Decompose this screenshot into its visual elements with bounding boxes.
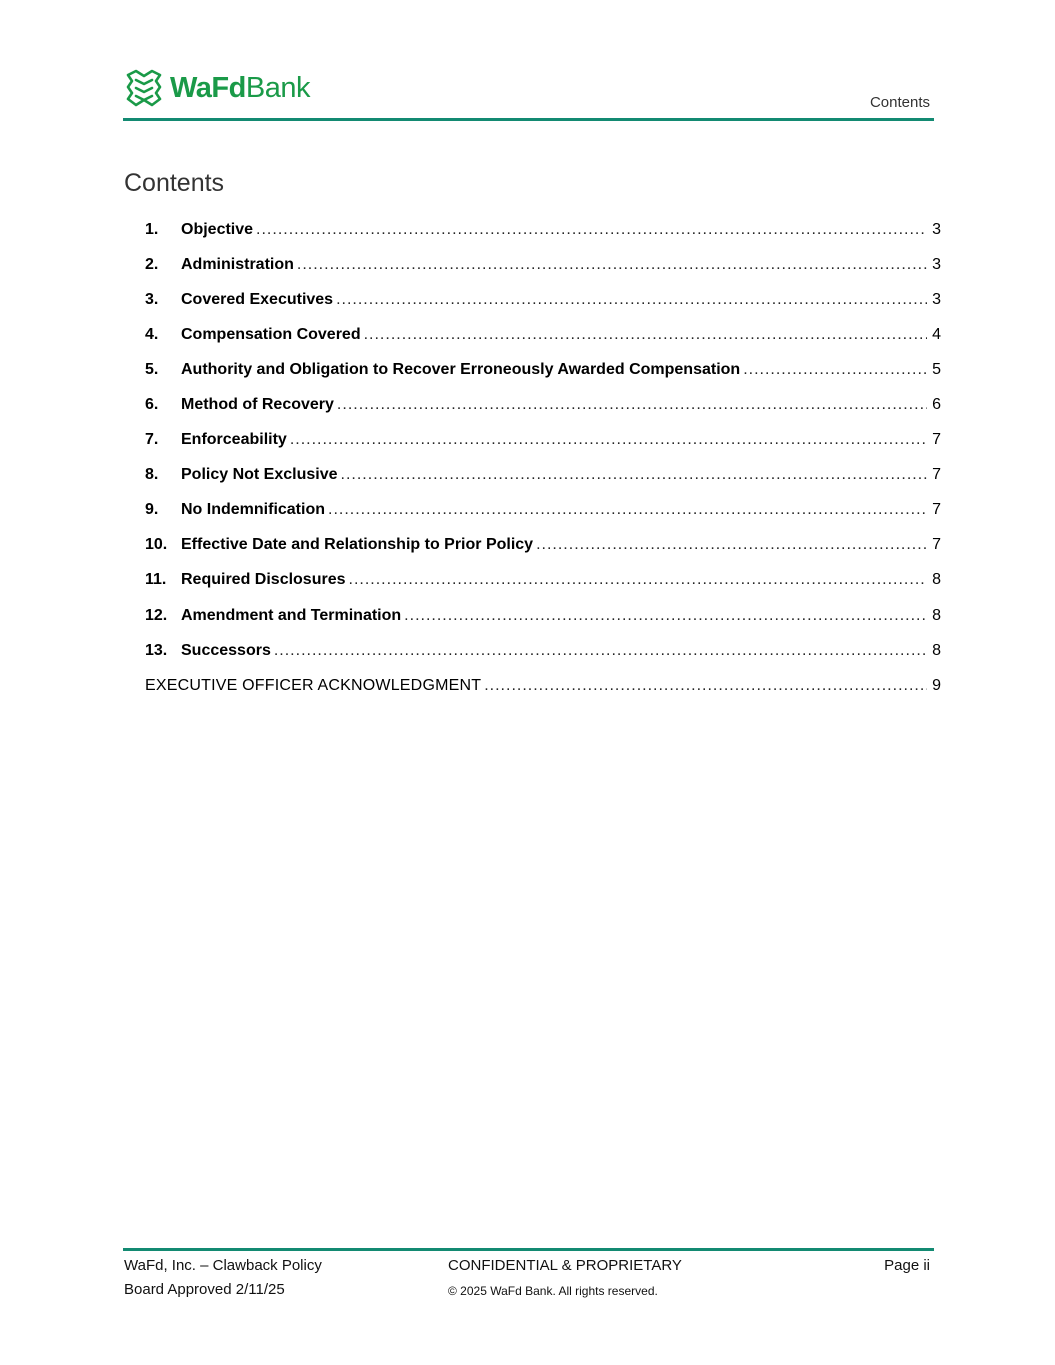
toc-dot-leader <box>274 642 927 660</box>
logo-wordmark-light: Bank <box>245 71 310 104</box>
toc-entry-number: 12. <box>145 606 168 624</box>
toc-entry-title: Amendment and Termination <box>181 606 402 624</box>
toc-dot-leader <box>341 466 927 484</box>
toc-entry[interactable] <box>145 458 941 493</box>
toc-entry-page: 4 <box>932 325 941 343</box>
toc-entry[interactable] <box>145 633 941 668</box>
footer-doc-title: WaFd, Inc. – Clawback Policy <box>124 1257 322 1274</box>
toc-entry-number: 5. <box>145 360 159 378</box>
toc-entry-title: Compensation Covered <box>181 325 361 343</box>
header-rule <box>123 118 934 121</box>
toc-entry[interactable] <box>145 352 941 387</box>
toc-entry-number: 9. <box>145 501 159 519</box>
footer-approval: Board Approved 2/11/25 <box>124 1281 285 1298</box>
footer-confidentiality: CONFIDENTIAL & PROPRIETARY <box>448 1257 682 1274</box>
toc-entry-title: Enforceability <box>181 431 287 449</box>
toc-dot-leader <box>349 571 928 589</box>
wafd-bank-logo <box>123 66 310 110</box>
toc-entry-title: Successors <box>181 641 271 659</box>
toc-entry[interactable] <box>145 563 941 598</box>
toc-entry-page: 3 <box>932 290 941 308</box>
toc-heading: Contents <box>124 169 225 197</box>
toc-entry[interactable] <box>145 598 941 633</box>
toc-entry-number: 10. <box>145 536 168 554</box>
toc-entry-number: 7. <box>145 431 159 449</box>
toc-entry-number: 8. <box>145 466 159 484</box>
toc-entry-page: 6 <box>932 396 941 414</box>
toc-entry-title: Effective Date and Relationship to Prior Policy <box>181 536 534 554</box>
toc-entry-title: Required Disclosures <box>181 571 346 589</box>
toc-entry-number: 11. <box>145 571 167 589</box>
toc-entry-number: 2. <box>145 255 159 273</box>
page-header <box>123 62 934 124</box>
toc-entry-page: 5 <box>932 360 941 378</box>
toc-entry-page: 7 <box>932 466 941 484</box>
footer-rule <box>123 1248 934 1251</box>
toc-entry-page: 7 <box>932 501 941 519</box>
toc-dot-leader <box>404 607 927 625</box>
toc-entry-page: 7 <box>932 431 941 449</box>
toc-dot-leader <box>536 536 927 554</box>
toc-entry-number: 3. <box>145 290 159 308</box>
toc-entry-number: 1. <box>145 220 159 238</box>
toc-entry-title: Authority and Obligation to Recover Erroneously Awarded Compensation <box>181 360 741 378</box>
toc-dot-leader <box>256 221 927 239</box>
toc-entry-page: 9 <box>932 676 941 694</box>
toc-dot-leader <box>337 396 927 414</box>
toc-entry-page: 8 <box>932 641 941 659</box>
toc-entry[interactable] <box>145 528 941 563</box>
toc-entry-page: 7 <box>932 536 941 554</box>
toc-entry[interactable] <box>145 247 941 282</box>
toc-dot-leader <box>484 677 927 695</box>
toc-entry-title: Covered Executives <box>181 290 334 308</box>
toc-entry[interactable] <box>145 212 941 247</box>
toc-entry[interactable] <box>145 387 941 422</box>
toc-dot-leader <box>364 326 927 344</box>
page-footer <box>124 1253 934 1313</box>
toc-entry-title: Objective <box>181 220 254 238</box>
toc-entry-page: 8 <box>932 571 941 589</box>
toc-dot-leader <box>336 291 927 309</box>
toc-entry[interactable] <box>145 282 941 317</box>
toc-entry-title: Policy Not Exclusive <box>181 466 338 484</box>
toc-dot-leader <box>290 431 927 449</box>
wafd-emblem-icon <box>123 67 165 109</box>
footer-copyright: © 2025 WaFd Bank. All rights reserved. <box>448 1284 658 1298</box>
toc-entry-title: Method of Recovery <box>181 396 334 414</box>
logo-wordmark-bold: WaFd <box>170 71 246 104</box>
toc-entry[interactable] <box>145 493 941 528</box>
toc-entry-number: 13. <box>145 641 168 659</box>
toc-entry-title: EXECUTIVE OFFICER ACKNOWLEDGMENT <box>145 676 482 694</box>
toc-entry-page: 3 <box>932 220 941 238</box>
toc-entry-title: No Indemnification <box>181 501 325 519</box>
toc-dot-leader <box>328 501 927 519</box>
toc-entry-number: 4. <box>145 325 159 343</box>
toc-entry-title: Administration <box>181 255 294 273</box>
toc-dot-leader <box>743 361 927 379</box>
toc-dot-leader <box>297 256 927 274</box>
footer-page-number: Page ii <box>884 1257 930 1274</box>
logo-wordmark <box>170 71 310 104</box>
toc-entry[interactable] <box>145 423 941 458</box>
toc-entry[interactable] <box>145 317 941 352</box>
toc-entry-number: 6. <box>145 396 159 414</box>
header-section-label: Contents <box>869 94 930 111</box>
table-of-contents <box>145 212 941 703</box>
toc-entry-appendix[interactable] <box>145 668 941 703</box>
toc-entry-page: 3 <box>932 255 941 273</box>
toc-entry-page: 8 <box>932 606 941 624</box>
